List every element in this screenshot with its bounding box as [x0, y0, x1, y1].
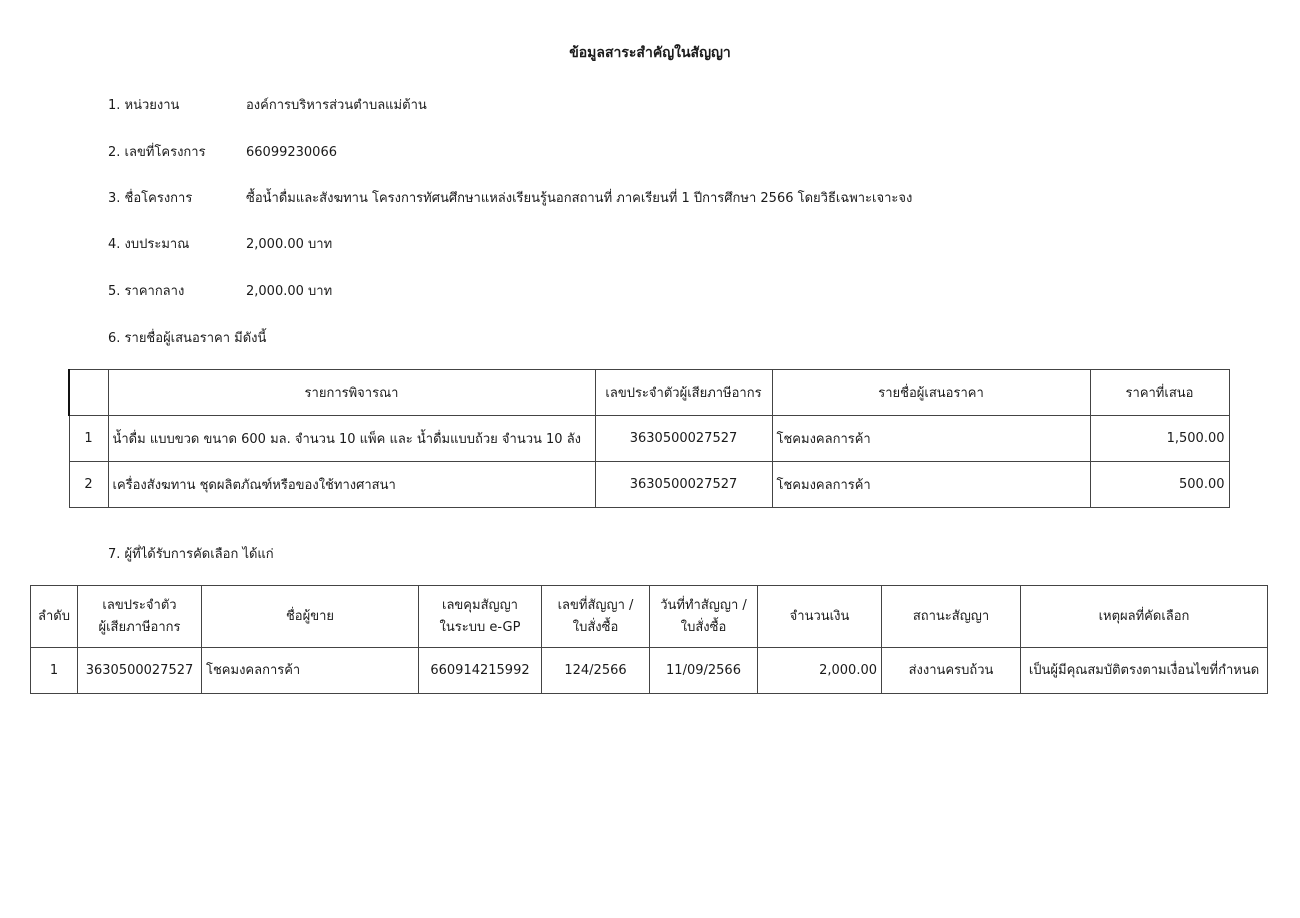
col-header-item: รายการพิจารณา [108, 370, 595, 416]
cell-reason: เป็นผู้มีคุณสมบัติตรงตามเงื่อนไขที่กำหนด [1021, 648, 1268, 694]
bidders-table [68, 369, 1230, 508]
col-header-tax-id: เลขประจำตัวผู้เสียภาษีอากร [595, 370, 772, 416]
cell-date: 11/09/2566 [650, 648, 758, 694]
header-line: ใบสั่งซื้อ [572, 619, 619, 635]
cell-no: 1 [31, 648, 78, 694]
col-header-contract-no [542, 586, 650, 648]
info-label: 2. เลขที่โครงการ [108, 145, 206, 160]
header-line: ในระบบ e-GP [439, 619, 521, 635]
cell-contract-no: 124/2566 [542, 648, 650, 694]
col-header-price: ราคาที่เสนอ [1090, 370, 1229, 416]
info-value: 2,000.00 บาท [246, 284, 333, 299]
info-label: 4. งบประมาณ [108, 237, 190, 252]
info-value: ซื้อน้ำดื่มและสังฆทาน โครงการทัศนศึกษาแหล่งเรียนรู้นอกสถานที่ ภาคเรียนที่ 1 ปีการศึกษา 2566 โดยวิธีเฉพาะเจาะจง [246, 191, 913, 206]
info-value: องค์การบริหารส่วนตำบลแม่ต้าน [246, 98, 427, 113]
table-header-row [69, 370, 1229, 416]
info-median-price [108, 281, 332, 303]
col-header-reason: เหตุผลที่คัดเลือก [1021, 586, 1268, 648]
cell-seller: โชคมงคลการค้า [202, 648, 419, 694]
header-line: เลขที่สัญญา / [557, 597, 634, 613]
header-line: เลขคุมสัญญา [442, 597, 518, 613]
col-header-no: ลำดับ [31, 586, 78, 648]
info-label: 3. ชื่อโครงการ [108, 191, 193, 206]
col-header-no [69, 370, 108, 416]
col-header-amount: จำนวนเงิน [758, 586, 882, 648]
section-6-title: 6. รายชื่อผู้เสนอราคา มีดังนี้ [108, 331, 267, 346]
table-row [69, 462, 1229, 508]
cell-tax-id: 3630500027527 [78, 648, 202, 694]
cell-no: 2 [69, 462, 108, 508]
cell-bidder: โชคมงคลการค้า [772, 462, 1090, 508]
info-agency [108, 95, 427, 117]
header-line: วันที่ทำสัญญา / [660, 597, 747, 613]
section-7-title: 7. ผู้ที่ได้รับการคัดเลือก ได้แก่ [108, 547, 274, 562]
cell-price: 500.00 [1090, 462, 1229, 508]
col-header-control [419, 586, 542, 648]
cell-no: 1 [69, 416, 108, 462]
col-header-bidder: รายชื่อผู้เสนอราคา [772, 370, 1090, 416]
col-header-seller: ชื่อผู้ขาย [202, 586, 419, 648]
info-label: 5. ราคากลาง [108, 284, 185, 299]
cell-bidder: โชคมงคลการค้า [772, 416, 1090, 462]
info-label: 1. หน่วยงาน [108, 98, 180, 113]
cell-item: เครื่องสังฆทาน ชุดผลิตภัณฑ์หรือของใช้ทางศาสนา [108, 462, 595, 508]
col-header-date [650, 586, 758, 648]
cell-price: 1,500.00 [1090, 416, 1229, 462]
col-header-tax-id [78, 586, 202, 648]
selected-table [30, 585, 1268, 694]
header-line: ผู้เสียภาษีอากร [98, 619, 181, 635]
document-title: ข้อมูลสาระสำคัญในสัญญา [569, 45, 731, 61]
info-project-name [108, 188, 912, 210]
cell-status: ส่งงานครบถ้วน [882, 648, 1021, 694]
info-budget [108, 234, 332, 256]
cell-control: 660914215992 [419, 648, 542, 694]
table-header-row [31, 586, 1268, 648]
info-project-number [108, 142, 337, 164]
cell-tax-id: 3630500027527 [595, 462, 772, 508]
cell-item: น้ำดื่ม แบบขวด ขนาด 600 มล. จำนวน 10 แพ็ค และ น้ำดื่มแบบถ้วย จำนวน 10 ลัง [108, 416, 595, 462]
info-value: 66099230066 [246, 145, 337, 160]
cell-tax-id: 3630500027527 [595, 416, 772, 462]
table-row [69, 416, 1229, 462]
info-value: 2,000.00 บาท [246, 237, 333, 252]
header-line: ใบสั่งซื้อ [680, 619, 727, 635]
header-line: เลขประจำตัว [102, 597, 177, 613]
table-row [31, 648, 1268, 694]
cell-amount: 2,000.00 [758, 648, 882, 694]
col-header-status: สถานะสัญญา [882, 586, 1021, 648]
